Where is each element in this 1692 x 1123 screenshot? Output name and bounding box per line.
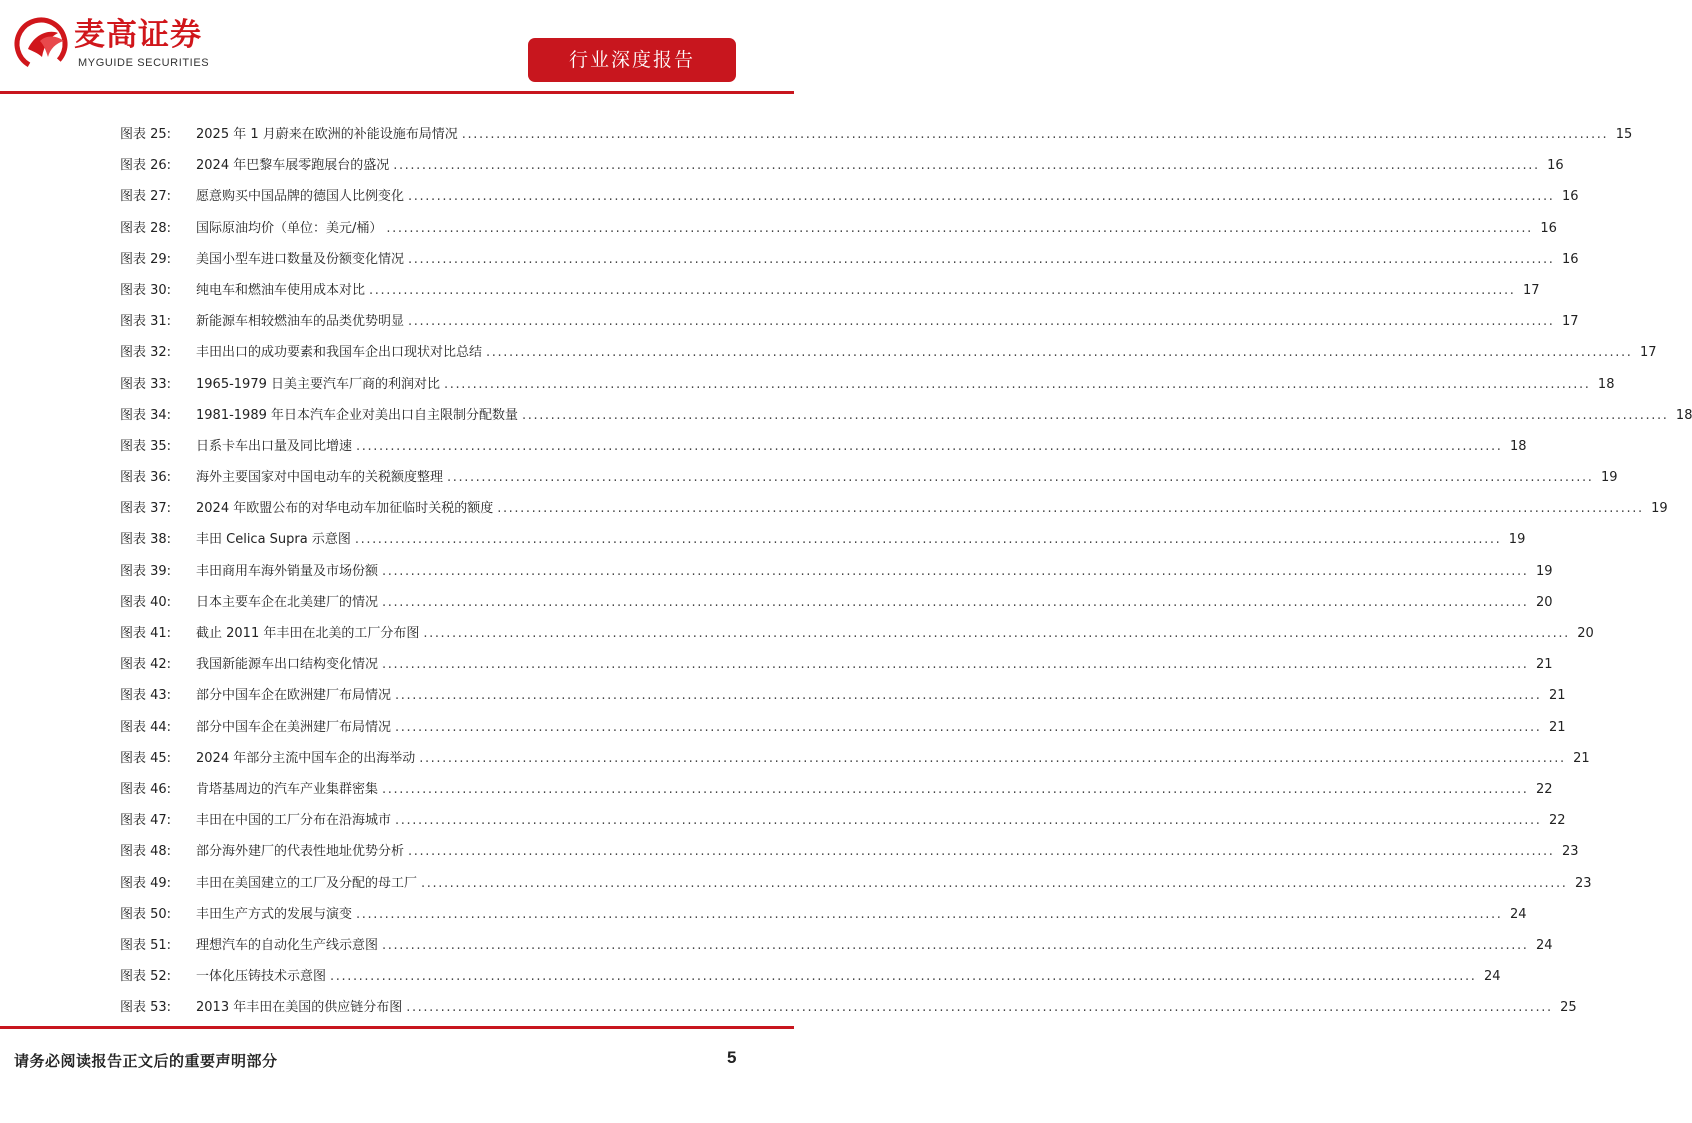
toc-dot-leader: ........................................................................................................................................................................................................ bbox=[356, 906, 1503, 922]
toc-figure-number: 图表 33: bbox=[120, 376, 172, 392]
toc-page-number: 24 bbox=[1509, 906, 1527, 922]
toc-figure-title: 丰田生产方式的发展与演变 bbox=[196, 906, 353, 922]
toc-entry[interactable] bbox=[120, 251, 1579, 282]
toc-dot-leader: ........................................................................................................................................................................................................ bbox=[382, 937, 1529, 953]
toc-dot-leader: ........................................................................................................................................................................................................ bbox=[330, 969, 1477, 985]
toc-figure-title: 2024 年部分主流中国车企的出海举动 bbox=[196, 750, 416, 766]
toc-figure-title: 1981-1989 年日本汽车企业对美出口自主限制分配数量 bbox=[196, 407, 518, 423]
toc-page-number: 19 bbox=[1535, 563, 1553, 579]
toc-page-number: 20 bbox=[1535, 594, 1553, 610]
myguide-logo-icon bbox=[14, 15, 72, 71]
toc-figure-number: 图表 40: bbox=[120, 594, 172, 610]
toc-dot-leader: ........................................................................................................................................................................................................ bbox=[395, 719, 1542, 735]
toc-figure-number: 图表 37: bbox=[120, 501, 172, 517]
toc-page-number: 17 bbox=[1639, 345, 1657, 361]
toc-figure-number: 图表 38: bbox=[120, 532, 172, 548]
toc-dot-leader: ........................................................................................................................................................................................................ bbox=[522, 407, 1669, 423]
toc-dot-leader: ........................................................................................................................................................................................................ bbox=[408, 251, 1555, 267]
toc-page-number: 16 bbox=[1547, 158, 1564, 174]
toc-entry[interactable] bbox=[120, 843, 1579, 874]
toc-figure-number: 图表 35: bbox=[120, 438, 172, 454]
toc-page-number: 20 bbox=[1577, 626, 1594, 641]
toc-figure-number: 图表 27: bbox=[120, 189, 172, 205]
toc-dot-leader: ........................................................................................................................................................................................................ bbox=[408, 844, 1555, 860]
toc-figure-title: 2024 年欧盟公布的对华电动车加征临时关税的额度 bbox=[196, 501, 494, 517]
toc-dot-leader: ........................................................................................................................................................................................................ bbox=[408, 189, 1555, 205]
header-divider bbox=[0, 91, 794, 94]
toc-dot-leader: ........................................................................................................................................................................................................ bbox=[386, 220, 1533, 236]
toc-entry[interactable] bbox=[120, 812, 1566, 843]
toc-page-number: 19 bbox=[1600, 470, 1618, 486]
toc-page-number: 17 bbox=[1522, 282, 1540, 298]
toc-dot-leader: ........................................................................................................................................................................................................ bbox=[354, 532, 1502, 548]
toc-entry[interactable] bbox=[120, 313, 1579, 344]
toc-entry[interactable] bbox=[120, 750, 1590, 781]
toc-figure-number: 图表 52: bbox=[120, 969, 172, 985]
toc-page-number: 24 bbox=[1535, 937, 1553, 953]
toc-entry[interactable] bbox=[120, 344, 1657, 375]
toc-figure-number: 图表 51: bbox=[120, 937, 172, 953]
toc-page-number: 17 bbox=[1561, 314, 1579, 330]
toc-figure-title: 2013 年丰田在美国的供应链分布图 bbox=[196, 1000, 403, 1016]
toc-figure-title: 日系卡车出口量及同比增速 bbox=[196, 438, 353, 454]
toc-figure-number: 图表 30: bbox=[120, 282, 172, 298]
toc-entry[interactable] bbox=[120, 220, 1557, 251]
toc-figure-number: 图表 26: bbox=[120, 158, 172, 174]
toc-dot-leader: ........................................................................................................................................................................................................ bbox=[395, 813, 1542, 829]
toc-entry[interactable] bbox=[120, 126, 1633, 157]
toc-page-number: 24 bbox=[1483, 969, 1501, 985]
toc-dot-leader: ........................................................................................................................................................................................................ bbox=[382, 657, 1529, 673]
toc-entry[interactable] bbox=[120, 157, 1564, 188]
toc-entry[interactable] bbox=[120, 875, 1592, 906]
toc-figure-number: 图表 34: bbox=[120, 407, 172, 423]
toc-figure-title: 2024 年巴黎车展零跑展台的盛况 bbox=[196, 158, 390, 174]
brand-name-cn: 麦高证券 bbox=[74, 17, 202, 53]
toc-page-number: 16 bbox=[1561, 189, 1579, 205]
toc-page-number: 21 bbox=[1573, 750, 1590, 766]
page-number: 5 bbox=[727, 1048, 737, 1067]
toc-figure-title: 丰田在中国的工厂分布在沿海城市 bbox=[196, 813, 392, 829]
toc-dot-leader: ........................................................................................................................................................................................................ bbox=[393, 158, 1540, 174]
footer-disclaimer: 请务必阅读报告正文后的重要声明部分 bbox=[14, 1052, 278, 1070]
toc-figure-number: 图表 42: bbox=[120, 657, 172, 673]
toc-figure-number: 图表 48: bbox=[120, 844, 172, 860]
toc-figure-title: 日本主要车企在北美建厂的情况 bbox=[196, 594, 379, 610]
toc-figure-title: 截止 2011 年丰田在北美的工厂分布图 bbox=[196, 626, 420, 641]
toc-entry[interactable] bbox=[120, 469, 1618, 500]
toc-figure-title: 部分中国车企在美洲建厂布局情况 bbox=[196, 719, 392, 735]
toc-figure-number: 图表 29: bbox=[120, 251, 172, 267]
toc-figure-title: 新能源车相较燃油车的品类优势明显 bbox=[196, 314, 405, 330]
report-type-badge: 行业深度报告 bbox=[528, 38, 736, 82]
toc-figure-title: 美国小型车进口数量及份额变化情况 bbox=[196, 251, 405, 267]
toc-page-number: 21 bbox=[1548, 719, 1566, 735]
toc-figure-title: 1965-1979 日美主要汽车厂商的利润对比 bbox=[196, 376, 440, 392]
toc-figure-title: 部分海外建厂的代表性地址优势分析 bbox=[196, 844, 405, 860]
toc-entry[interactable] bbox=[120, 563, 1553, 594]
toc-entry[interactable] bbox=[120, 594, 1553, 625]
toc-figure-title: 愿意购买中国品牌的德国人比例变化 bbox=[196, 189, 405, 205]
toc-dot-leader: ........................................................................................................................................................................................................ bbox=[382, 781, 1529, 797]
toc-entry[interactable] bbox=[120, 188, 1579, 219]
toc-page-number: 23 bbox=[1561, 844, 1579, 860]
toc-entry[interactable] bbox=[120, 376, 1615, 407]
toc-figure-title: 国际原油均价（单位：美元/桶） bbox=[196, 220, 383, 236]
toc-figure-title: 一体化压铸技术示意图 bbox=[196, 969, 327, 985]
toc-figure-number: 图表 28: bbox=[120, 220, 172, 236]
toc-figure-number: 图表 49: bbox=[120, 875, 172, 891]
toc-figure-number: 图表 41: bbox=[120, 626, 172, 641]
toc-entry[interactable] bbox=[120, 937, 1553, 968]
figure-list bbox=[120, 126, 1692, 1030]
toc-dot-leader: ........................................................................................................................................................................................................ bbox=[382, 594, 1529, 610]
toc-dot-leader: ........................................................................................................................................................................................................ bbox=[444, 376, 1591, 392]
toc-page-number: 21 bbox=[1535, 657, 1553, 673]
toc-dot-leader: ........................................................................................................................................................................................................ bbox=[419, 750, 1566, 766]
toc-dot-leader: ........................................................................................................................................................................................................ bbox=[447, 470, 1594, 486]
toc-figure-title: 丰田在美国建立的工厂及分配的母工厂 bbox=[196, 875, 418, 891]
toc-dot-leader: ........................................................................................................................................................................................................ bbox=[356, 438, 1503, 454]
toc-entry[interactable] bbox=[120, 781, 1553, 812]
toc-dot-leader: ........................................................................................................................................................................................................ bbox=[497, 501, 1644, 517]
toc-dot-leader: ........................................................................................................................................................................................................ bbox=[423, 626, 1570, 641]
toc-dot-leader: ........................................................................................................................................................................................................ bbox=[421, 875, 1568, 891]
toc-figure-number: 图表 47: bbox=[120, 813, 172, 829]
toc-figure-title: 丰田商用车海外销量及市场份额 bbox=[196, 563, 379, 579]
toc-page-number: 18 bbox=[1597, 376, 1615, 392]
toc-entry[interactable] bbox=[120, 656, 1553, 687]
toc-dot-leader: ........................................................................................................................................................................................................ bbox=[408, 314, 1555, 330]
toc-dot-leader: ........................................................................................................................................................................................................ bbox=[382, 563, 1529, 579]
toc-entry[interactable] bbox=[120, 438, 1527, 469]
toc-figure-title: 我国新能源车出口结构变化情况 bbox=[196, 657, 379, 673]
toc-entry[interactable] bbox=[120, 625, 1594, 656]
toc-figure-number: 图表 36: bbox=[120, 470, 172, 486]
toc-page-number: 21 bbox=[1548, 688, 1566, 704]
toc-dot-leader: ........................................................................................................................................................................................................ bbox=[406, 1000, 1553, 1016]
toc-figure-number: 图表 39: bbox=[120, 563, 172, 579]
toc-page-number: 22 bbox=[1535, 781, 1553, 797]
toc-page-number: 16 bbox=[1540, 220, 1557, 236]
toc-entry[interactable] bbox=[120, 500, 1668, 531]
toc-figure-number: 图表 25: bbox=[120, 127, 172, 142]
toc-entry[interactable] bbox=[120, 531, 1526, 562]
toc-page-number: 15 bbox=[1615, 127, 1633, 142]
toc-dot-leader: ........................................................................................................................................................................................................ bbox=[486, 345, 1633, 361]
toc-page-number: 19 bbox=[1651, 501, 1668, 517]
toc-figure-title: 丰田出口的成功要素和我国车企出口现状对比总结 bbox=[196, 345, 483, 361]
footer-divider bbox=[0, 1026, 794, 1029]
report-header bbox=[0, 0, 794, 96]
toc-figure-number: 图表 44: bbox=[120, 719, 172, 735]
toc-figure-title: 部分中国车企在欧洲建厂布局情况 bbox=[196, 688, 392, 704]
toc-figure-number: 图表 50: bbox=[120, 906, 172, 922]
toc-figure-title: 肯塔基周边的汽车产业集群密集 bbox=[196, 781, 379, 797]
toc-page-number: 23 bbox=[1574, 875, 1592, 891]
toc-figure-title: 理想汽车的自动化生产线示意图 bbox=[196, 937, 379, 953]
toc-page-number: 18 bbox=[1675, 407, 1692, 423]
toc-figure-number: 图表 45: bbox=[120, 750, 172, 766]
toc-figure-title: 2025 年 1 月蔚来在欧洲的补能设施布局情况 bbox=[196, 127, 458, 142]
toc-figure-title: 纯电车和燃油车使用成本对比 bbox=[196, 282, 366, 298]
brand-name-en: MYGUIDE SECURITIES bbox=[78, 57, 210, 69]
toc-entry[interactable] bbox=[120, 968, 1501, 999]
toc-figure-number: 图表 32: bbox=[120, 345, 172, 361]
toc-entry[interactable] bbox=[120, 687, 1566, 718]
toc-page-number: 16 bbox=[1561, 251, 1579, 267]
toc-figure-title: 海外主要国家对中国电动车的关税额度整理 bbox=[196, 470, 444, 486]
toc-dot-leader: ........................................................................................................................................................................................................ bbox=[461, 127, 1609, 142]
toc-figure-number: 图表 31: bbox=[120, 314, 172, 330]
toc-figure-number: 图表 53: bbox=[120, 1000, 172, 1016]
toc-figure-title: 丰田 Celica Supra 示意图 bbox=[196, 532, 351, 548]
toc-page-number: 19 bbox=[1508, 532, 1526, 548]
toc-dot-leader: ........................................................................................................................................................................................................ bbox=[395, 688, 1542, 704]
toc-figure-number: 图表 43: bbox=[120, 688, 172, 704]
toc-entry[interactable] bbox=[120, 906, 1527, 937]
toc-figure-number: 图表 46: bbox=[120, 781, 172, 797]
toc-page-number: 22 bbox=[1548, 813, 1566, 829]
toc-entry[interactable] bbox=[120, 282, 1540, 313]
toc-page-number: 18 bbox=[1509, 438, 1527, 454]
toc-entry[interactable] bbox=[120, 407, 1692, 438]
toc-page-number: 25 bbox=[1560, 1000, 1577, 1016]
toc-dot-leader: ........................................................................................................................................................................................................ bbox=[369, 282, 1516, 298]
toc-entry[interactable] bbox=[120, 719, 1566, 750]
